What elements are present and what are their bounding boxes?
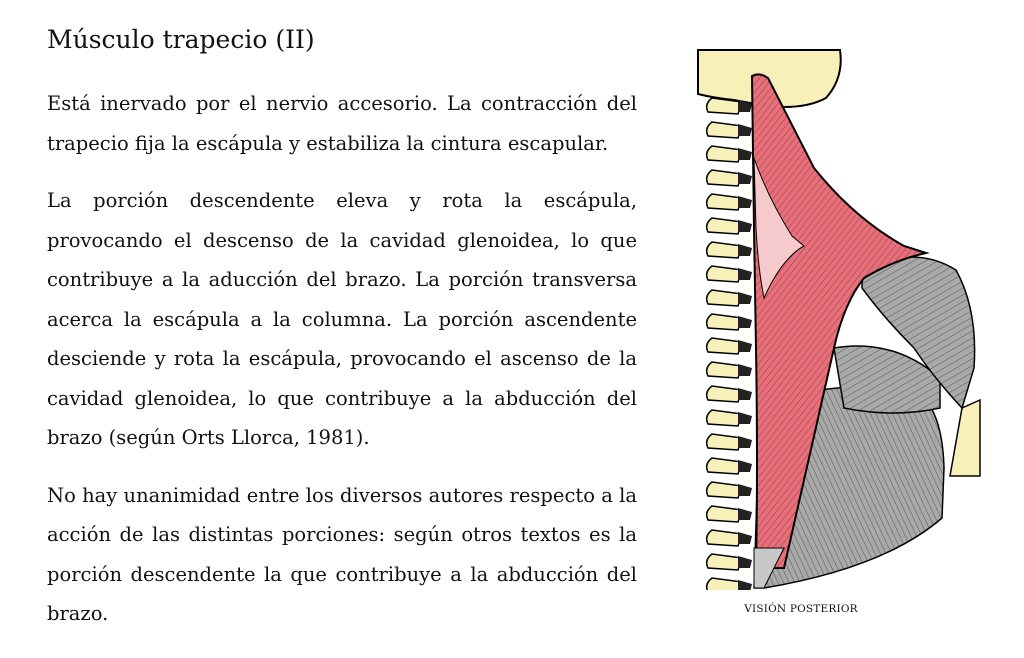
vertebra-shape	[707, 146, 742, 162]
spinous-process-shape	[738, 460, 752, 472]
vertebra-shape	[707, 290, 742, 306]
spinous-process-shape	[738, 556, 752, 568]
vertebra-shape	[707, 434, 742, 450]
spinous-process-shape	[738, 364, 752, 376]
vertebra-shape	[707, 362, 742, 378]
vertebra-shape	[707, 386, 742, 402]
vertebra-shape	[707, 554, 742, 570]
spinous-process-shape	[738, 124, 752, 136]
paragraph-actions: La porción descendente eleva y rota la escápula, provocando el descenso de la cavidad glenoidea, lo que contribuye a la aducción del brazo. La porción transversa acerca la escápula a la columna. La porción ascendente desciende y rota la escápula, provocando el ascenso de la cavidad glenoidea, lo que contribuye a la abducción del brazo (según Orts Llorca, 1981).	[47, 189, 637, 449]
humerus-shape	[950, 400, 980, 476]
paragraph-innervation: Está inervado por el nervio accesorio. La contracción del trapecio fija la escápula y estabiliza la cintura escapular.	[47, 92, 637, 155]
vertebra-shape	[707, 194, 742, 210]
vertebra-shape	[707, 266, 742, 282]
vertebra-shape	[707, 578, 742, 590]
vertebra-shape	[707, 458, 742, 474]
spinous-process-shape	[738, 508, 752, 520]
spinous-process-shape	[738, 436, 752, 448]
vertebra-shape	[707, 122, 742, 138]
spinous-process-shape	[738, 412, 752, 424]
spinous-process-shape	[738, 148, 752, 160]
spinous-process-shape	[738, 196, 752, 208]
spinous-process-shape	[738, 580, 752, 590]
spinous-process-shape	[738, 244, 752, 256]
spinous-process-shape	[738, 340, 752, 352]
spinous-process-shape	[738, 316, 752, 328]
vertebra-shape	[707, 530, 742, 546]
vertebra-shape	[707, 482, 742, 498]
vertebra-shape	[707, 410, 742, 426]
page-title: Músculo trapecio (II)	[47, 25, 315, 54]
spinous-process-shape	[738, 532, 752, 544]
trapezius-drawing	[694, 48, 982, 590]
figure-caption: VISIÓN POSTERIOR	[744, 603, 858, 615]
spinous-process-shape	[738, 220, 752, 232]
spinous-process-shape	[738, 172, 752, 184]
vertebra-shape	[707, 338, 742, 354]
vertebra-shape	[707, 314, 742, 330]
spine	[707, 98, 752, 590]
paragraph-controversy: No hay unanimidad entre los diversos autores respecto a la acción de las distintas porciones: según otros textos es la porción descendente la que contribuye a la abducción del brazo.	[47, 483, 637, 625]
vertebra-shape	[707, 506, 742, 522]
vertebra-shape	[707, 170, 742, 186]
spinous-process-shape	[738, 388, 752, 400]
vertebra-shape	[707, 218, 742, 234]
spinous-process-shape	[738, 268, 752, 280]
spinous-process-shape	[738, 484, 752, 496]
trapezius-illustration	[694, 48, 982, 590]
vertebra-shape	[707, 242, 742, 258]
spinous-process-shape	[738, 292, 752, 304]
body-text	[47, 84, 637, 652]
